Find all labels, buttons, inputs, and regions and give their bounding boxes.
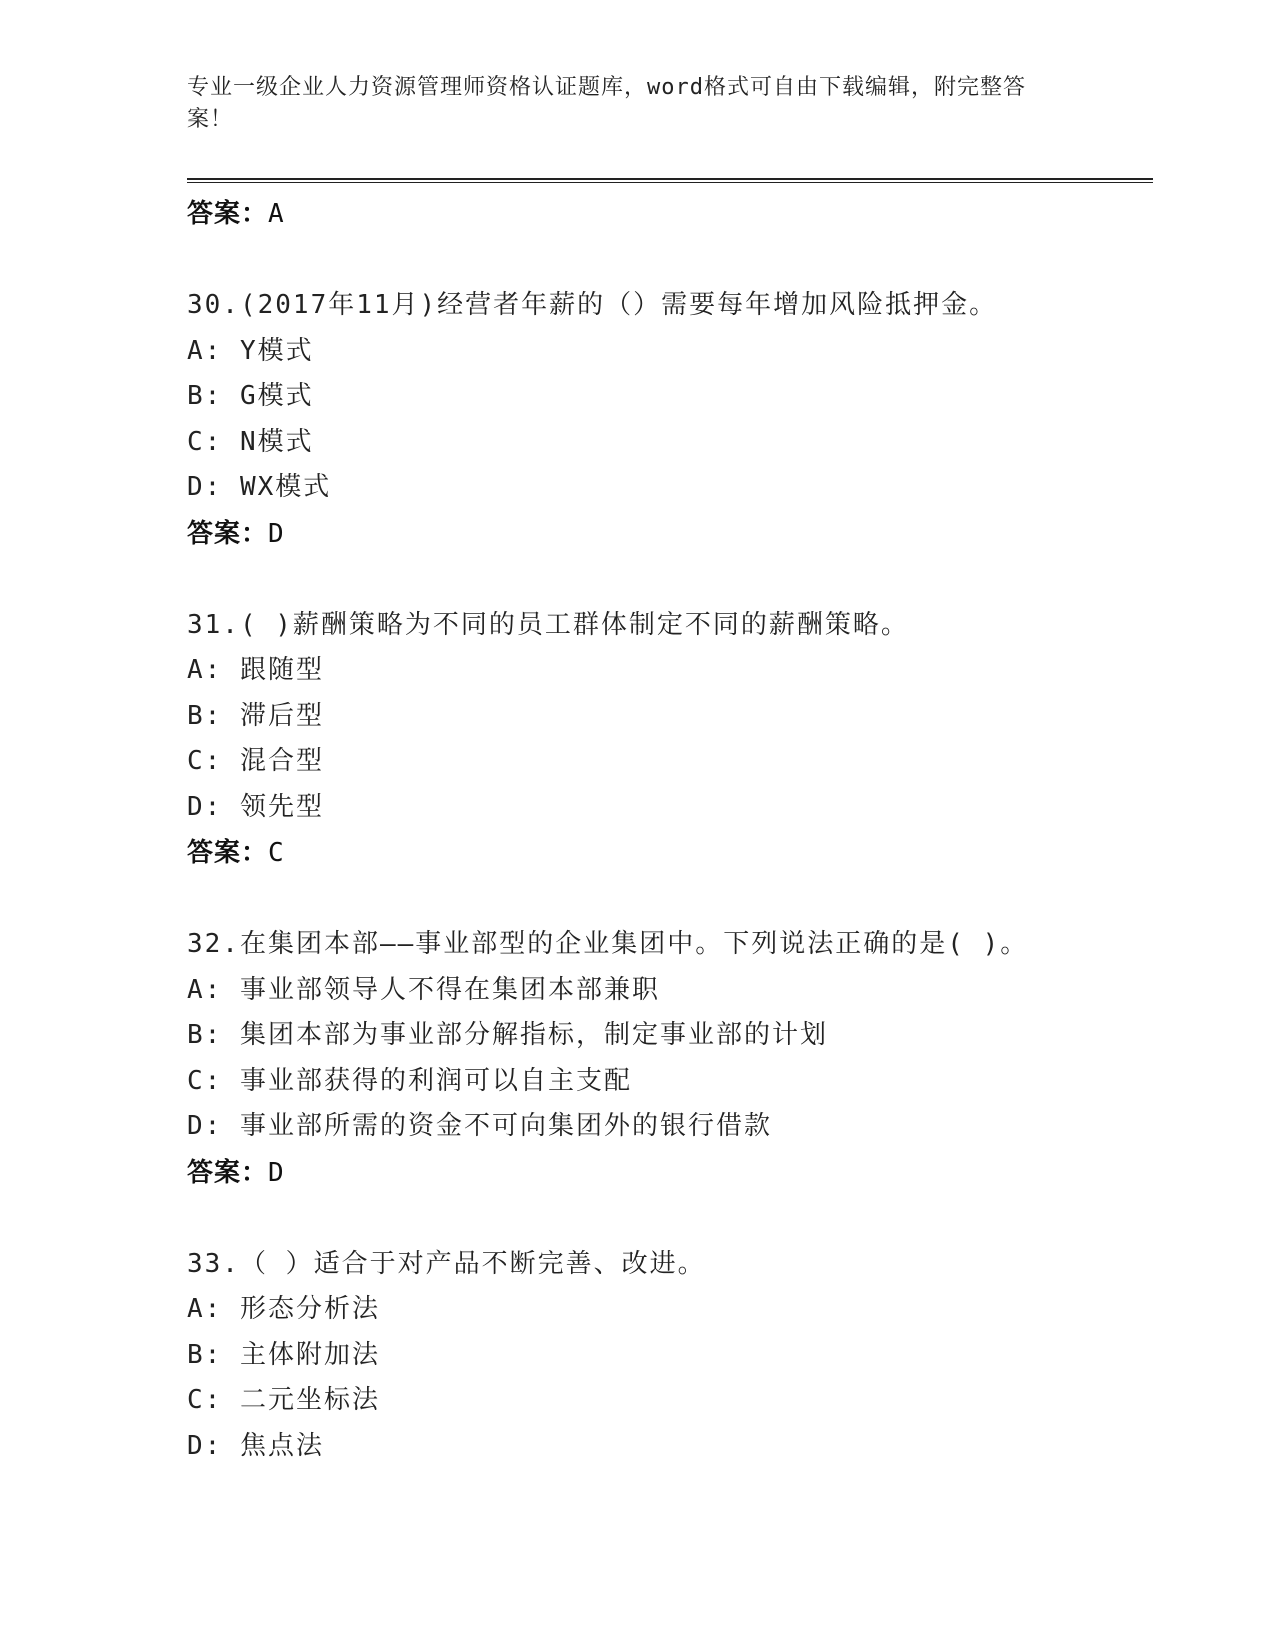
answer-value: D <box>268 1157 285 1188</box>
question-item <box>187 922 1153 1150</box>
answer-label: 答案： <box>187 199 269 229</box>
header-rule-thin <box>187 182 1153 183</box>
question-stem: 31.( )薪酬策略为不同的员工群体制定不同的薪酬策略。 <box>187 609 909 640</box>
question-stem: 32.在集团本部——事业部型的企业集团中。下列说法正确的是( )。 <box>187 929 1029 959</box>
question-item <box>187 1242 1153 1470</box>
question-item <box>187 603 1153 831</box>
answer-label: 答案： <box>187 518 269 549</box>
answer-line <box>187 830 1153 876</box>
option-c: C: 混合型 <box>187 746 324 776</box>
answer-value: C <box>268 838 285 868</box>
option-d: D: WX模式 <box>187 472 332 502</box>
header-rule <box>187 178 1153 180</box>
answer-value: D <box>268 518 285 549</box>
option-b: B: 主体附加法 <box>187 1339 380 1370</box>
answer-line <box>187 191 1153 237</box>
option-a: A: 跟随型 <box>187 655 324 685</box>
question-stem: 30.(2017年11月)经营者年薪的（）需要每年增加风险抵押金。 <box>187 290 998 320</box>
question-list <box>187 191 1153 1469</box>
question-stem: 33.（ ）适合于对产品不断完善、改进。 <box>187 1248 706 1279</box>
page-header: 专业一级企业人力资源管理师资格认证题库，word格式可自由下载编辑，附完整答案！ <box>187 75 1026 132</box>
option-a: A: 事业部领导人不得在集团本部兼职 <box>187 974 660 1005</box>
answer-line <box>187 511 1153 557</box>
option-a: A: 形态分析法 <box>187 1294 380 1324</box>
answer-label: 答案： <box>187 1157 269 1188</box>
option-a: A: Y模式 <box>187 335 314 366</box>
option-d: D: 焦点法 <box>187 1430 324 1461</box>
option-d: D: 领先型 <box>187 791 324 822</box>
option-d: D: 事业部所需的资金不可向集团外的银行借款 <box>187 1111 772 1141</box>
answer-label: 答案： <box>187 838 269 868</box>
option-b: B: 集团本部为事业部分解指标，制定事业部的计划 <box>187 1020 828 1050</box>
option-c: C: 事业部获得的利润可以自主支配 <box>187 1065 632 1096</box>
option-c: C: N模式 <box>187 426 314 457</box>
question-item <box>187 283 1153 511</box>
answer-value: A <box>268 199 285 229</box>
option-b: B: G模式 <box>187 381 314 411</box>
option-c: C: 二元坐标法 <box>187 1385 380 1415</box>
answer-line <box>187 1150 1153 1196</box>
option-b: B: 滞后型 <box>187 700 324 731</box>
